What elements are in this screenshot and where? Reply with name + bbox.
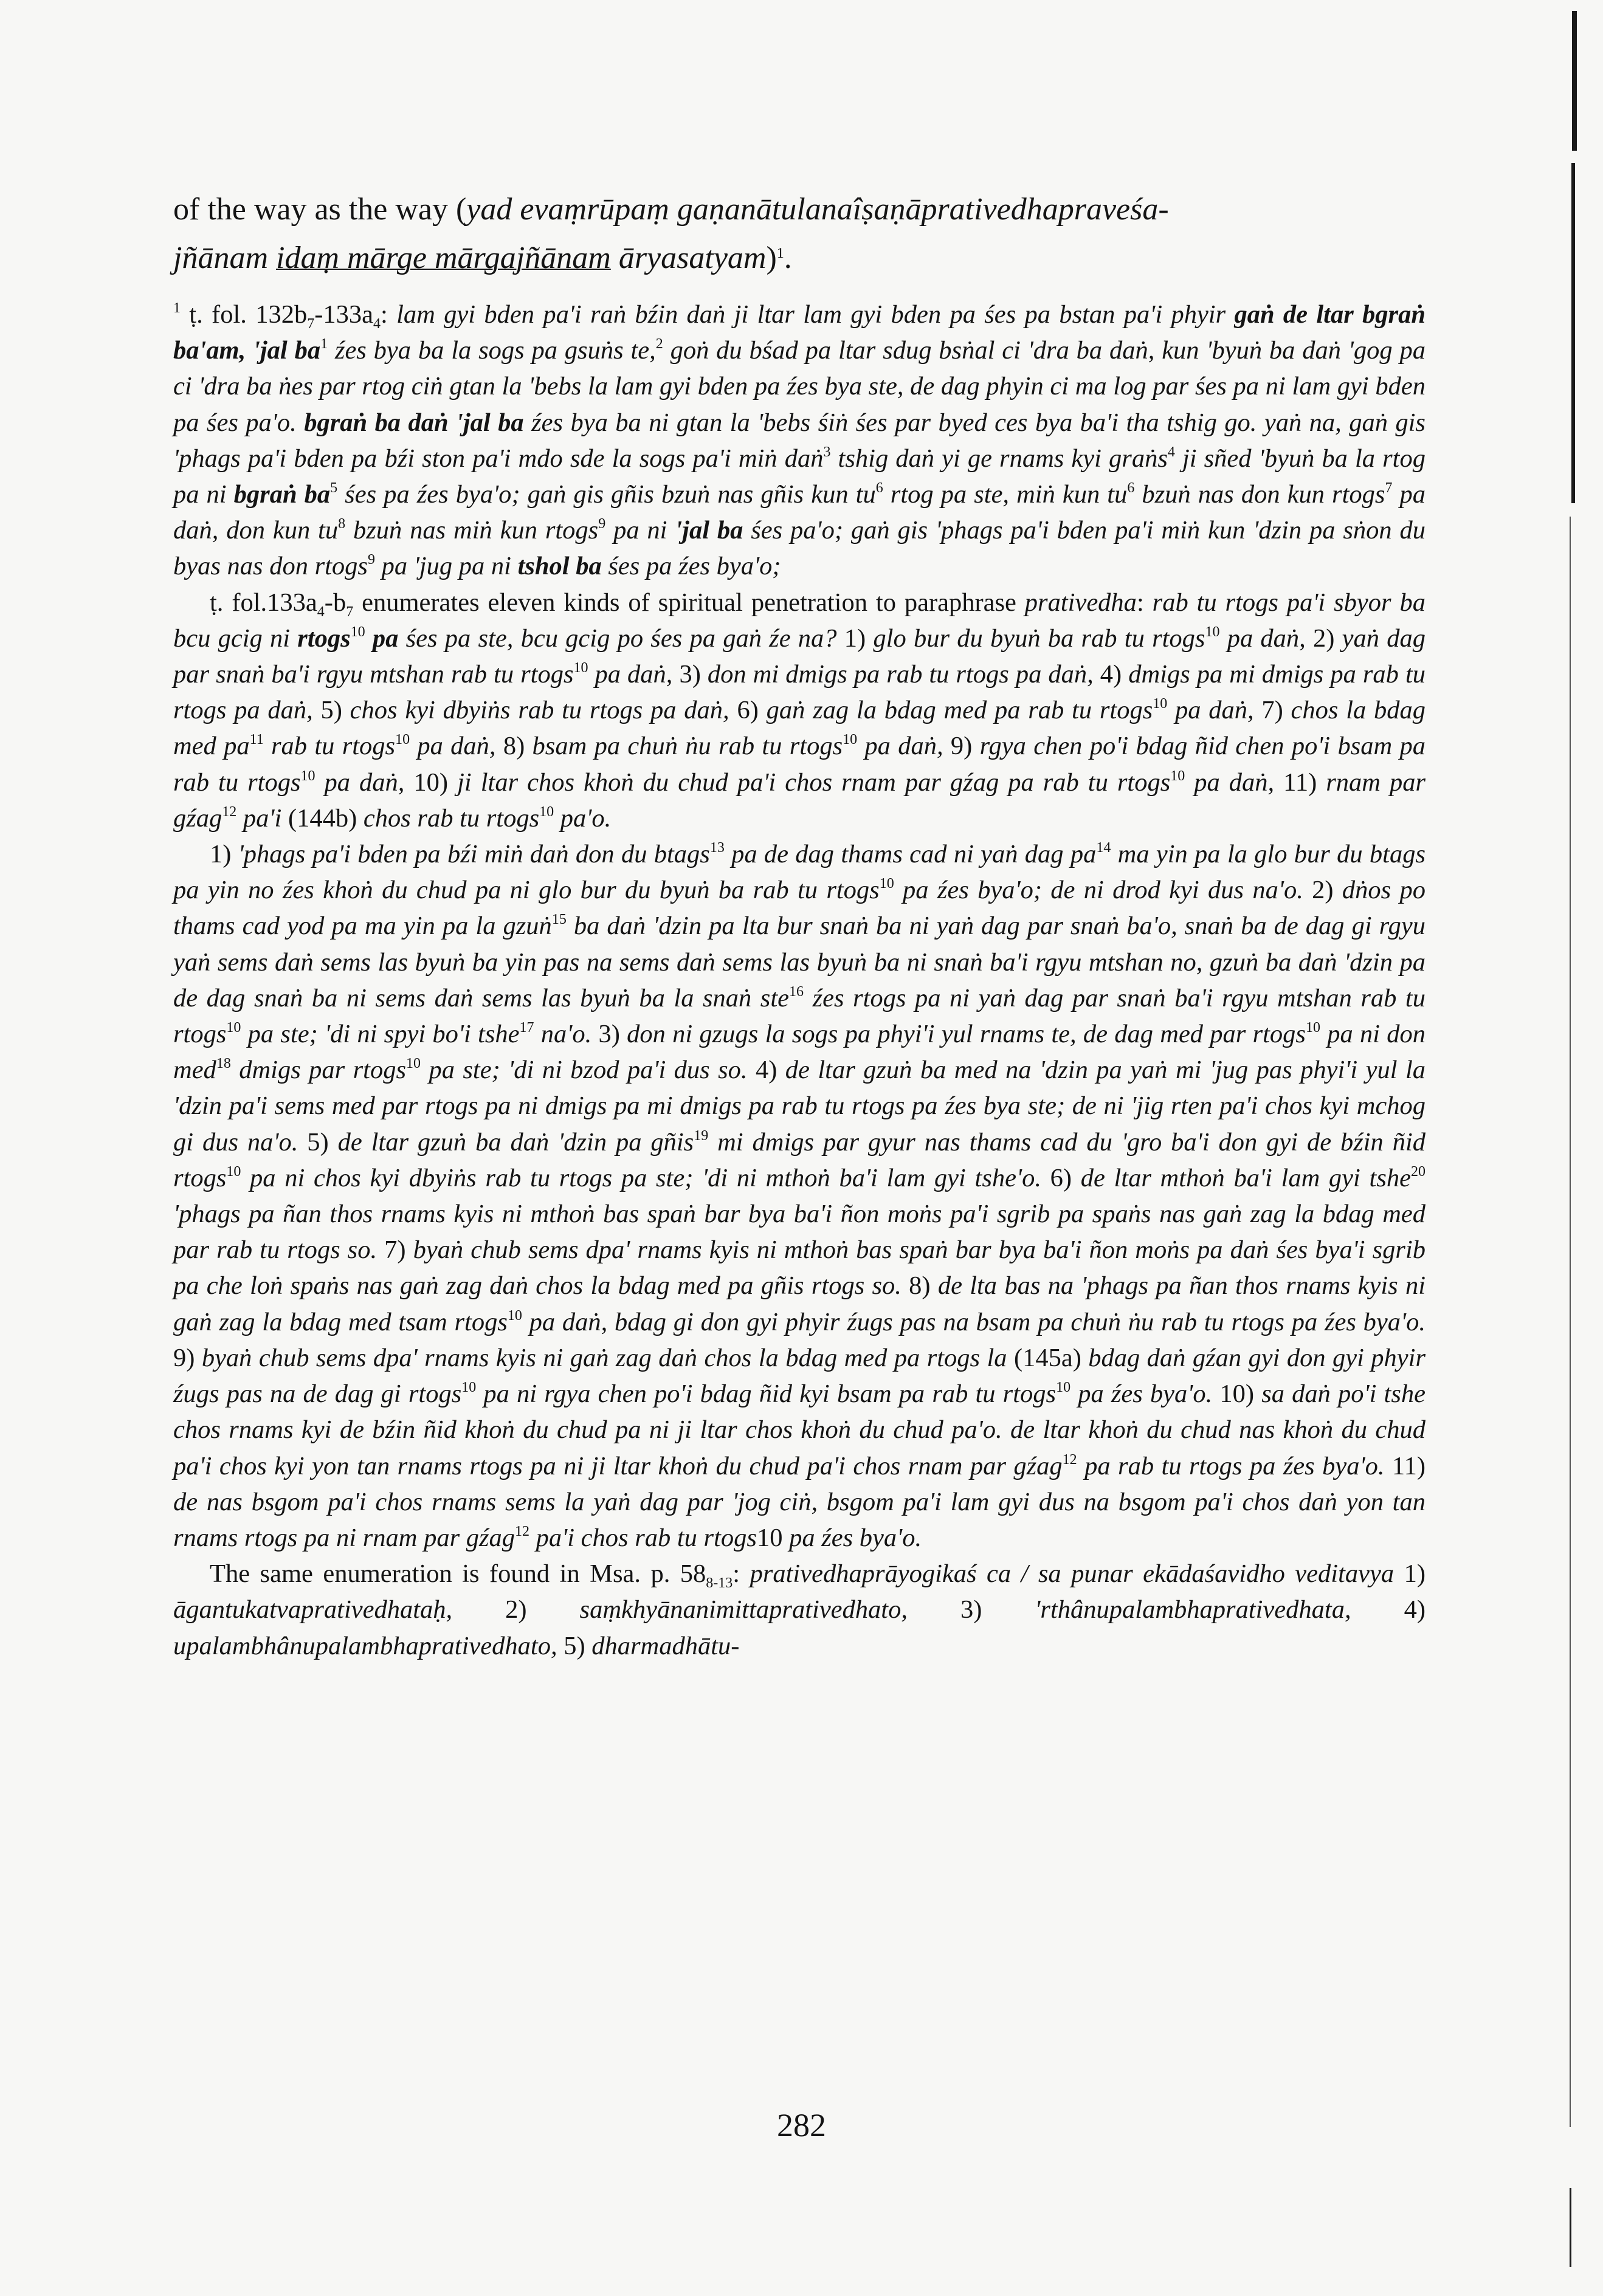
scan-edge-mark-top (1572, 11, 1577, 151)
footnote-paragraph-1: $^1$ ṭ. fol. $132b_7-133a_4$: lam gyi bden pa'i raṅ bźin daṅ ji ltar lam gyi bden pa śes pa bstan pa'i phyir gaṅ de ltar bgraṅ ba'am, 'jal $ba^1$ źes bya ba la sogs pa gsuṅs te,$^2$ goṅ du bśad pa ltar sdug bsṅal ci 'dra ba daṅ, kun 'byuṅ ba daṅ 'gog pa ci 'dra ba ṅes par rtog ciṅ gtan la 'bebs la lam gyi bden pa źes bya ste, de dag phyin ci ma log par śes pa ni lam gyi bden pa śes pa'o. bgraṅ ba daṅ 'jal ba źes bya ba ni gtan la 'bebs śiṅ śes par byed ces bya ba'i tha tshig go. yaṅ na, gaṅ gis 'phags pa'i bden pa bźi ston pa'i mdo sde la sogs pa'i miṅ daṅ$^3$ tshig daṅ yi ge rnams kyi graṅs$^4$ ji sñed 'byuṅ ba la rtog pa ni bgraṅ $ba^5$ śes pa źes bya'o; gaṅ gis gñis bzuṅ nas gñis kun $tu^6$ rtog pa ste, miṅ kun $tu^6$ bzuṅ nas don kun rtogs$^7$ pa daṅ, don kun $tu^8$ bzuṅ nas miṅ kun rtogs$^9$ pa ni 'jal ba śes pa'o; gaṅ gis 'phags pa'i bden pa'i miṅ kun 'dzin pa sṅon du byas nas don rtogs$^9$ pa 'jug pa ni tshol ba śes pa źes bya'o; (173, 300, 1425, 581)
scan-edge-mark-mid (1571, 163, 1575, 503)
sanskrit-line-2b: āryasatyam (610, 241, 767, 275)
main-lead: of the way as the way ( (173, 192, 467, 227)
scan-edge-mark-bottom (1570, 2188, 1571, 2267)
main-period: . (784, 241, 792, 275)
footnote-paragraph-3: 1) 'phags pa'i bden pa bźi miṅ daṅ don du btags$^{13}$ pa de dag thams cad ni yaṅ dag $pa^{14}$ ma yin pa la glo bur du btags pa yin no źes khoṅ du chud pa ni glo bur du byuṅ ba rab tu rtogs$^{10}$ pa źes bya'o; de ni drod kyi dus na'o. 2) dṅos po thams cad yod pa ma yin pa la gzuṅ$^{15}$ ba daṅ 'dzin pa lta bur snaṅ ba ni yaṅ dag par snaṅ ba'o, snaṅ ba de dag gi rgyu yaṅ sems daṅ sems las byuṅ ba yin pas na sems daṅ sems las byuṅ ba ni snaṅ ba'i rgyu mtshan no, gzuṅ ba daṅ 'dzin pa de dag snaṅ ba ni sems daṅ sems las byuṅ ba la snaṅ ste$^{16}$ źes rtogs pa ni yaṅ dag par snaṅ ba'i rgyu mtshan rab tu rtogs$^{10}$ pa ste; 'di ni spyi bo'i tshe$^{17}$ na'o. 3) don ni gzugs la sogs pa phyi'i yul rnams te, de dag med par rtogs$^{10}$ pa ni don med$^{18}$ dmigs par rtogs$^{10}$ pa ste; 'di ni bzod pa'i dus so. 4) de ltar gzuṅ ba med na 'dzin pa yaṅ mi 'jug pas phyi'i yul la 'dzin pa'i sems med par rtogs pa ni dmigs pa mi dmigs pa rab tu rtogs pa źes bya ste; de ni 'jig rten pa'i chos kyi mchog gi dus na'o. 5) de ltar gzuṅ ba daṅ 'dzin pa gñis$^{19}$ mi dmigs par gyur nas thams cad du 'gro ba'i don gyi de bźin ñid rtogs$^{10}$ pa ni chos kyi dbyiṅs rab tu rtogs pa ste; 'di ni mthoṅ ba'i lam gyi tshe'o. 6) de ltar mthoṅ ba'i lam gyi tshe$^{20}$ 'phags pa ñan thos rnams kyis ni mthoṅ bas spaṅ bar bya ba'i ñon moṅs pa'i sgrib pa spaṅs nas gaṅ zag la bdag med par rab tu rtogs so. 7) byaṅ chub sems dpa' rnams kyis ni mthoṅ bas spaṅ bar bya ba'i ñon moṅs pa daṅ śes bya'i sgrib pa che loṅ spaṅs nas gaṅ zag daṅ chos la bdag med pa gñis rtogs so. 8) de lta bas na 'phags pa ñan thos rnams kyis ni gaṅ zag la bdag med tsam rtogs$^{10}$ pa daṅ, bdag gi don gyi phyir źugs pas na bsam pa chuṅ ṅu rab tu rtogs pa źes bya'o. 9) byaṅ chub sems dpa' rnams kyis ni gaṅ zag daṅ chos la bdag med pa rtogs la (145a) bdag daṅ gźan gyi don gyi phyir źugs pas na de dag gi rtogs$^{10}$ pa ni rgya chen po'i bdag ñid kyi bsam pa rab tu rtogs$^{10}$ pa źes bya'o. 10) sa daṅ po'i tshe chos rnams kyi de bźin ñid khoṅ du chud pa ni ji ltar chos khoṅ du chud pa'o. de ltar khoṅ du chud nas khoṅ du chud pa'i chos kyi yon tan rnams rtogs pa ni ji ltar khoṅ du chud pa'i chos rnam par gźag$^{12}$ pa rab tu rtogs pa źes bya'o. 11) de nas bsgom pa'i chos rnams sems la yaṅ dag par 'jog ciṅ, bsgom pa'i lam gyi dus na bsgom pa'i chos daṅ yon tan rnams rtogs pa ni rnam par gźag$^{12}$ pa'i chos rab tu rtogs10 pa źes bya'o. (173, 840, 1426, 1552)
sanskrit-line-2a: jñānam (173, 241, 276, 275)
footnote-ref: 1 (776, 246, 784, 261)
footnote-marker: 1 (173, 300, 181, 316)
sanskrit-line-1: yad evaṃrūpaṃ gaṇanātulanaîṣaṇāprativedhapraveśa- (466, 192, 1169, 227)
sanskrit-underlined: idaṃ mārge mārgajñānam (276, 241, 611, 275)
page-number: 282 (777, 2107, 826, 2143)
main-paragraph (173, 185, 1425, 283)
footnote-paragraph-2: ṭ. $fol.133a_4-b_7$ enumerates eleven kinds of spiritual penetration to paraphrase prativedha: rab tu rtogs pa'i sbyor ba bcu gcig ni rtogs$^{10}$ pa śes pa ste, bcu gcig po śes pa gaṅ źe na? 1) glo bur du byuṅ ba rab tu rtogs$^{10}$ pa daṅ, 2) yaṅ dag par snaṅ ba'i rgyu mtshan rab tu rtogs$^{10}$ pa daṅ, 3) don mi dmigs pa rab tu rtogs pa daṅ, 4) dmigs pa mi dmigs pa rab tu rtogs pa daṅ, 5) chos kyi dbyiṅs rab tu rtogs pa daṅ, 6) gaṅ zag la bdag med pa rab tu rtogs$^{10}$ pa daṅ, 7) chos la bdag med $pa^{11}$ rab tu rtogs$^{10}$ pa daṅ, 8) bsam pa chuṅ ṅu rab tu rtogs$^{10}$ pa daṅ, 9) rgya chen po'i bdag ñid chen po'i bsam pa rab tu rtogs$^{10}$ pa daṅ, 10) ji ltar chos khoṅ du chud pa'i chos rnam par gźag pa rab tu rtogs$^{10}$ pa daṅ, 11) rnam par gźag$^{12}$ pa'i (144b) chos rab tu rtogs$^{10}$ pa'o. (173, 588, 1426, 833)
footnote-paragraph-4: The same enumeration is found in Msa. p. $58_{8-13}$: prativedhaprāyogikaś ca / sa punar ekādaśavidho veditavya 1) āgantukatvaprativedhataḥ, 2) saṃkhyānanimittaprativedhato, 3) 'rthânupalambhaprativedhata, 4) upalambhânupalambhaprativedhato, 5) dharmadhātu- (173, 1559, 1425, 1660)
footnote-block (173, 297, 1425, 1664)
scan-edge-hairline (1570, 517, 1571, 2127)
main-close-paren: ) (766, 241, 777, 275)
